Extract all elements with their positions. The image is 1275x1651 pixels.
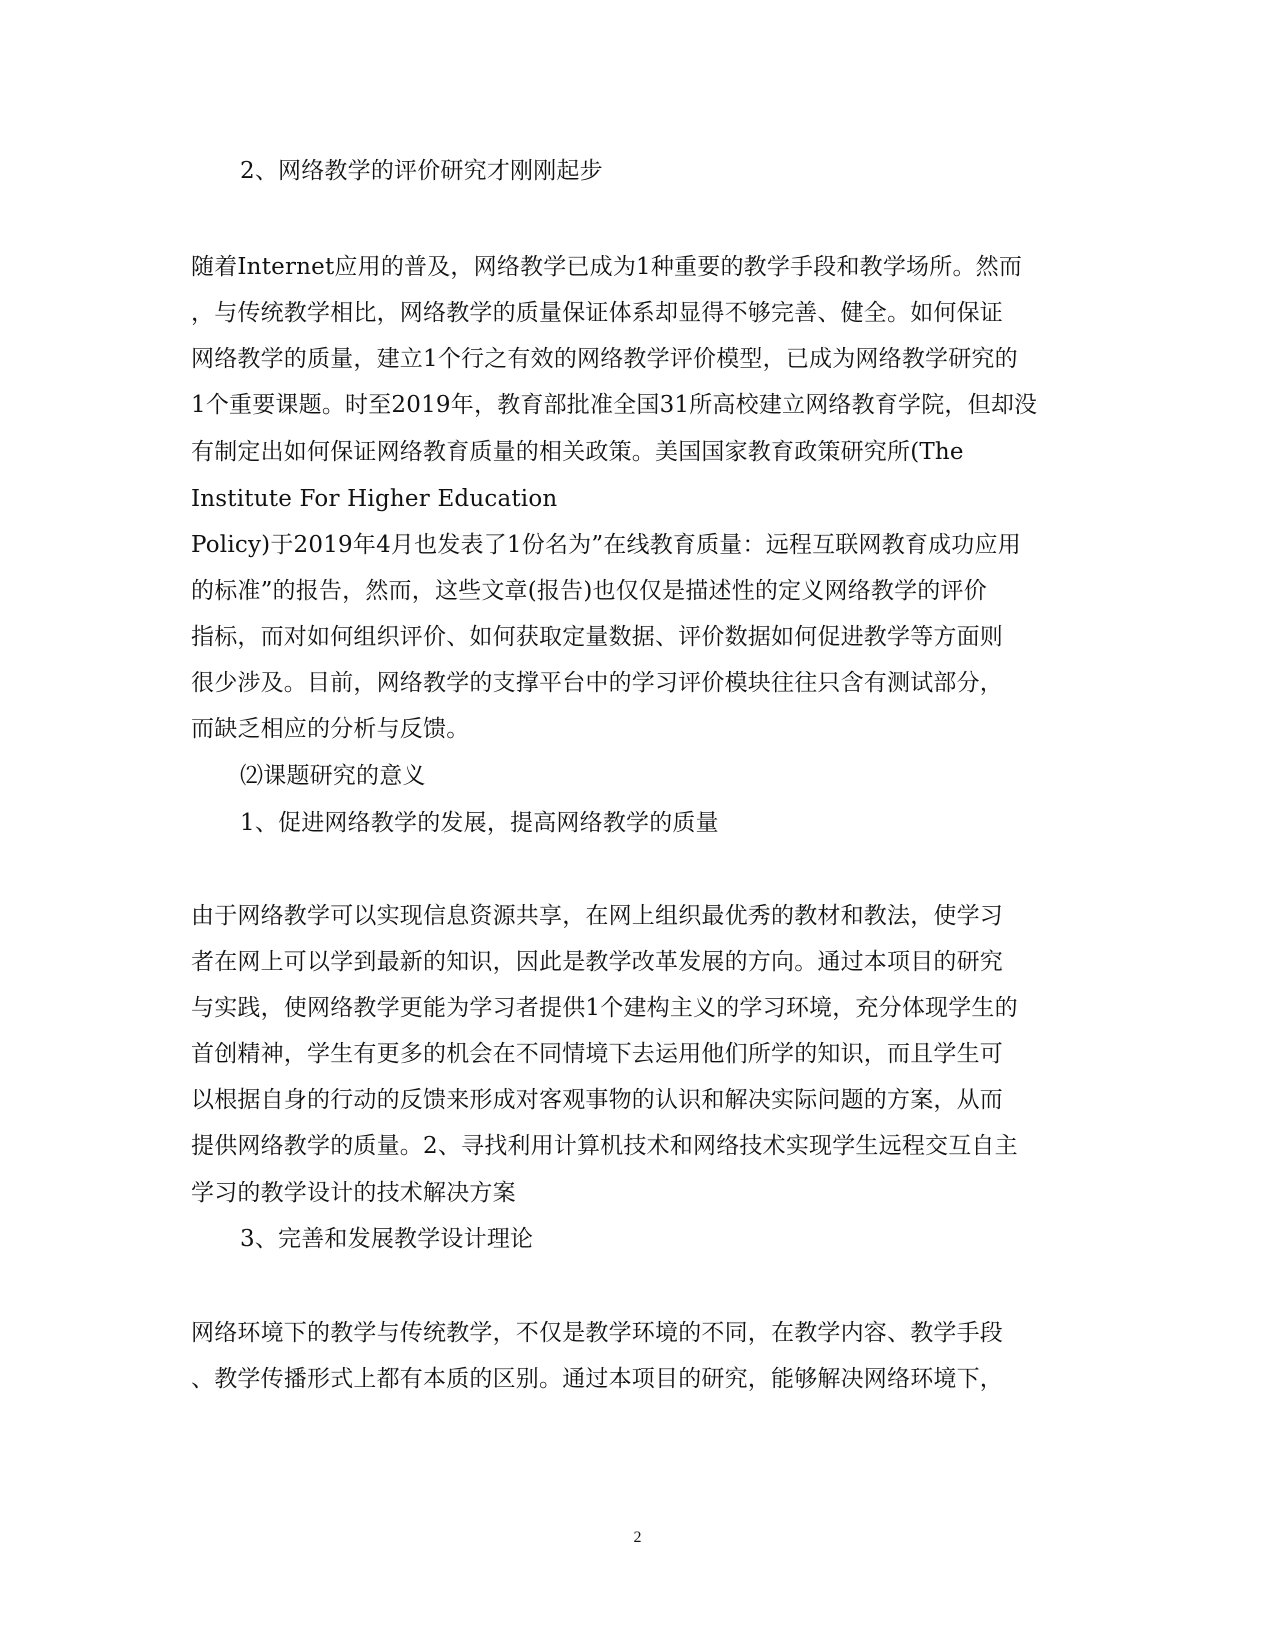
- paragraph-line: 网络环境下的教学与传统教学，不仅是教学环境的不同，在教学内容、教学手段: [191, 1320, 1003, 1346]
- paragraph-line: 有制定出如何保证网络教育质量的相关政策。美国国家教育政策研究所(The: [191, 439, 964, 465]
- paragraph-line: 随着Internet应用的普及，网络教学已成为1种重要的教学手段和教学场所。然而: [191, 254, 1023, 280]
- section-heading: 3、完善和发展教学设计理论: [240, 1226, 534, 1252]
- paragraph-line: 以根据自身的行动的反馈来形成对客观事物的认识和解决实际问题的方案，从而: [191, 1087, 1003, 1113]
- paragraph-line: 提供网络教学的质量。2、寻找利用计算机技术和网络技术实现学生远程交互自主: [191, 1133, 1018, 1159]
- paragraph-line: ，与传统教学相比，网络教学的质量保证体系却显得不够完善、健全。如何保证: [191, 300, 1003, 326]
- section-heading: 1、促进网络教学的发展，提高网络教学的质量: [240, 810, 719, 836]
- paragraph-line: 1个重要课题。时至2019年，教育部批准全国31所高校建立网络教育学院，但却没: [191, 392, 1038, 418]
- paragraph-line: 的标准”的报告，然而，这些文章(报告)也仅仅是描述性的定义网络教学的评价: [191, 578, 987, 604]
- paragraph-line: 与实践，使网络教学更能为学习者提供1个建构主义的学习环境，充分体现学生的: [191, 995, 1018, 1021]
- paragraph-line: Institute For Higher Education: [191, 486, 558, 512]
- paragraph-line: 很少涉及。目前，网络教学的支撑平台中的学习评价模块往往只含有测试部分，: [191, 670, 1003, 696]
- paragraph-line: Policy)于2019年4月也发表了1份名为”在线教育质量：远程互联网教育成功应用: [191, 532, 1021, 558]
- paragraph-line: 而缺乏相应的分析与反馈。: [191, 716, 470, 742]
- paragraph-line: 首创精神，学生有更多的机会在不同情境下去运用他们所学的知识，而且学生可: [191, 1041, 1003, 1067]
- paragraph-line: 者在网上可以学到最新的知识，因此是教学改革发展的方向。通过本项目的研究: [191, 949, 1003, 975]
- section-heading: ⑵课题研究的意义: [240, 763, 426, 789]
- section-heading: 2、网络教学的评价研究才刚刚起步: [240, 158, 603, 184]
- paragraph-line: 、教学传播形式上都有本质的区别。通过本项目的研究，能够解决网络环境下，: [191, 1366, 1003, 1392]
- paragraph-line: 学习的教学设计的技术解决方案: [191, 1180, 516, 1206]
- paragraph-line: 由于网络教学可以实现信息资源共享，在网上组织最优秀的教材和教法，使学习: [191, 903, 1003, 929]
- paragraph-line: 网络教学的质量，建立1个行之有效的网络教学评价模型，已成为网络教学研究的: [191, 346, 1018, 372]
- paragraph-line: 指标，而对如何组织评价、如何获取定量数据、评价数据如何促进教学等方面则: [191, 624, 1003, 650]
- page-number: 2: [633, 1529, 642, 1546]
